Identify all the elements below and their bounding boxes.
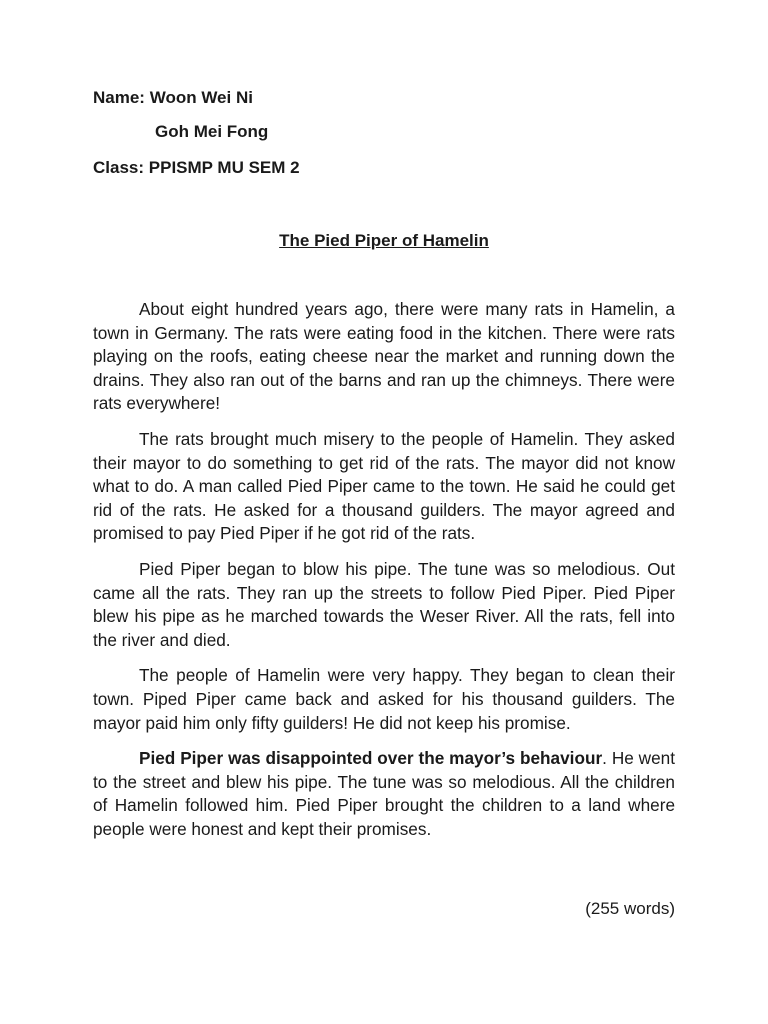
paragraph-4: The people of Hamelin were very happy. They began to clean their town. Piped Piper came back and asked for his thousand guilders. The mayor paid him only fifty guilders! He did not keep his promise. (93, 665, 675, 733)
class-value: PPISMP MU SEM 2 (148, 158, 300, 177)
document-body (93, 298, 675, 853)
student-name-1: Woon Wei Ni (149, 88, 253, 107)
paragraph-5-rest: . He went to the street and blew his pipe. The tune was so melodious. All the children of Hamelin followed him. Pied Piper brought the children to a land where people were honest and kept their promises. (93, 748, 675, 839)
name-line (93, 88, 253, 108)
paragraph-1: About eight hundred years ago, there were many rats in Hamelin, a town in Germany. The rats were eating food in the kitchen. There were rats playing on the roofs, eating cheese near the market and running down the drains. They also ran out of the barns and ran up the chimneys. There were rats everywhere! (93, 299, 675, 414)
word-count: (255 words) (585, 899, 675, 918)
paragraph-2: The rats brought much misery to the people of Hamelin. They asked their mayor to do something to get rid of the rats. The mayor did not know what to do. A man called Pied Piper came to the town. He said he could get rid of the rats. He asked for a thousand guilders. The mayor agreed and promised to pay Pied Piper if he got rid of the rats. (93, 428, 675, 544)
student-name-2: Goh Mei Fong (155, 122, 269, 141)
class-label: Class: (93, 158, 145, 177)
document-title: The Pied Piper of Hamelin (279, 231, 489, 250)
paragraph-5-lead: Pied Piper was disappointed over the mayor’s behaviour (139, 748, 603, 769)
paragraph-3: Pied Piper began to blow his pipe. The tune was so melodious. Out came all the rats. They ran up the streets to follow Pied Piper. Pied Piper blew his pipe as he marched towards the Weser River. All the rats, fell into the river and died. (93, 558, 675, 650)
name-label: Name: (93, 88, 145, 107)
paragraph-5 (93, 747, 675, 841)
class-line (93, 158, 300, 178)
